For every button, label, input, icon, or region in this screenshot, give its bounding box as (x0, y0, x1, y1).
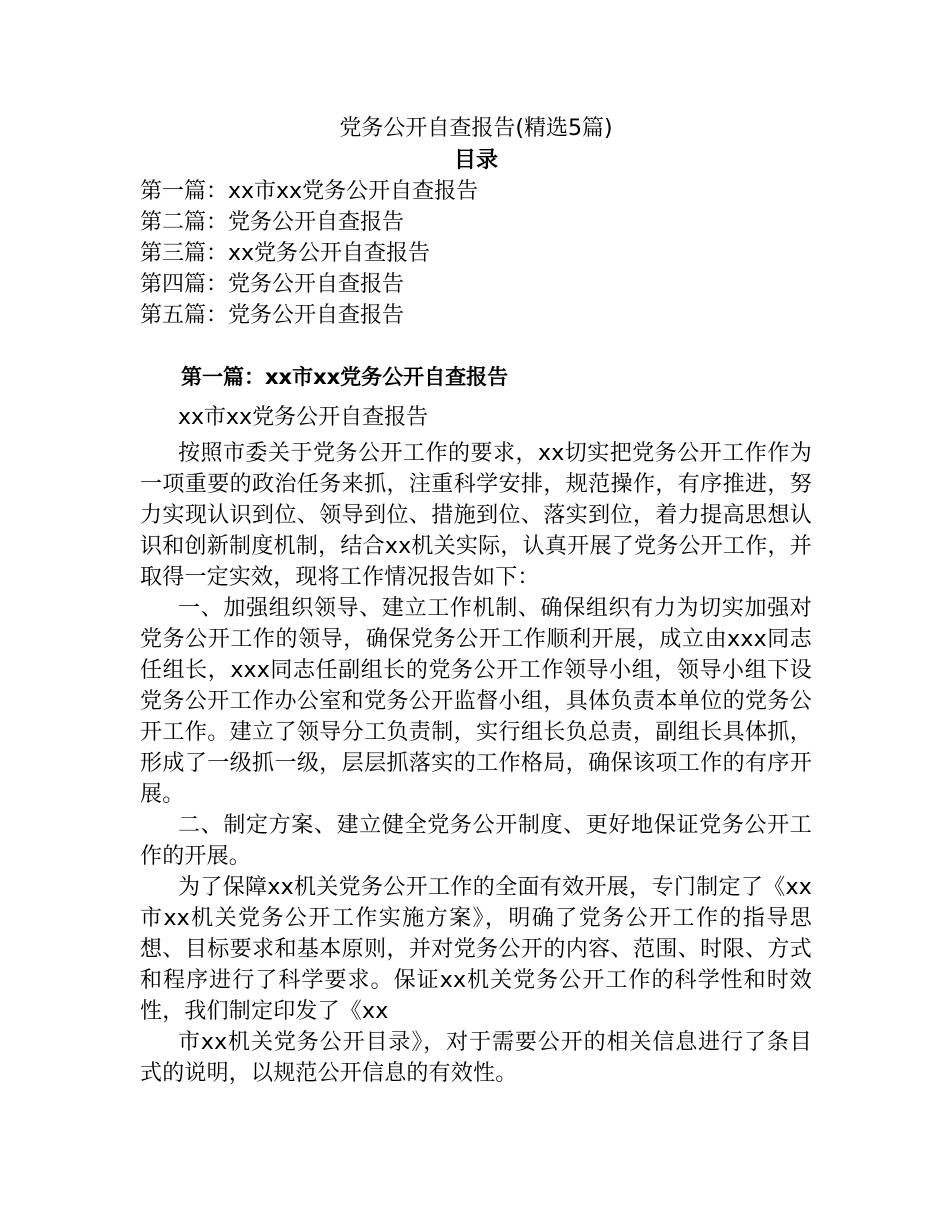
section-subtitle: xx市xx党务公开自查报告 (178, 405, 429, 430)
body-paragraph: 为了保障xx机关党务公开工作的全面有效开展，专门制定了《xx市xx机关党务公开工作实施方案》，明确了党务公开工作的指导思想、目标要求和基本原则，并对党务公开的内容、范围、时限、方式和程序进行了科学要求。保证xx机关党务公开工作的科学性和时效性，我们制定印发了《xx (140, 875, 812, 1024)
document-page (140, 112, 812, 1089)
toc-item: 第四篇：党务公开自查报告 (140, 272, 405, 297)
toc-item: 第二篇：党务公开自查报告 (140, 210, 405, 235)
table-of-contents (140, 176, 812, 331)
body-paragraph: 一、加强组织领导、建立工作机制、确保组织有力为切实加强对党务公开工作的领导，确保党务公开工作顺利开展，成立由xxx同志任组长，xxx同志任副组长的党务公开工作领导小组，领导小组下设党务公开工作办公室和党务公开监督小组，具体负责本单位的党务公开工作。建立了领导分工负责制，实行组长负总责，副组长具体抓，形成了一级抓一级，层层抓落实的工作格局，确保该项工作的有序开展。 (140, 596, 812, 807)
toc-heading: 目录 (453, 148, 498, 173)
body-paragraph: 市xx机关党务公开目录》，对于需要公开的相关信息进行了条目式的说明，以规范公开信息的有效性。 (140, 1030, 812, 1086)
body-paragraph: 按照市委关于党务公开工作的要求，xx切实把党务公开工作作为一项重要的政治任务来抓，注重科学安排，规范操作，有序推进，努力实现认识到位、领导到位、措施到位、落实到位，着力提高思想认识和创新制度机制，结合xx机关实际，认真开展了党务公开工作，并取得一定实效，现将工作情况报告如下： (140, 441, 812, 590)
document-title: 党务公开自查报告(精选5篇) (339, 116, 613, 141)
section-heading: 第一篇：xx市xx党务公开自查报告 (181, 365, 509, 389)
toc-item: 第五篇：党务公开自查报告 (140, 303, 405, 328)
body-paragraph: 二、制定方案、建立健全党务公开制度、更好地保证党务公开工作的开展。 (140, 813, 812, 869)
toc-item: 第一篇：xx市xx党务公开自查报告 (140, 179, 479, 204)
toc-item: 第三篇：xx党务公开自查报告 (140, 241, 431, 266)
